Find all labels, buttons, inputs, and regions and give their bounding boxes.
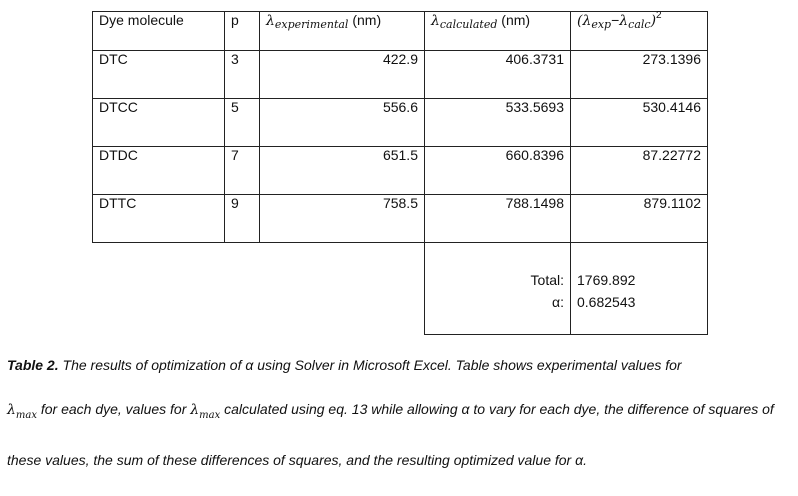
lambda-max-symbol	[190, 402, 221, 421]
minus-sign: −	[611, 12, 620, 28]
cell-dye: DTTC	[93, 195, 225, 243]
totals-labels	[425, 243, 571, 335]
alpha-label: α:	[552, 294, 564, 310]
cell-experimental: 422.9	[260, 51, 425, 99]
close-paren: )	[650, 13, 657, 29]
cell-dye: DTC	[93, 51, 225, 99]
lambda-max-symbol	[7, 402, 37, 421]
cell-p: 9	[225, 195, 260, 243]
blank-cell	[260, 243, 425, 335]
cell-squared-difference: 273.1396	[571, 51, 708, 99]
cell-experimental: 758.5	[260, 195, 425, 243]
alpha-value: 0.682543	[577, 294, 636, 310]
cell-p: 5	[225, 99, 260, 147]
cell-calculated: 660.8396	[425, 147, 571, 195]
cell-squared-difference: 530.4146	[571, 99, 708, 147]
table-header-row	[93, 12, 708, 51]
table-caption	[7, 343, 797, 482]
max-subscript: max	[199, 409, 221, 421]
lambda-symbol: λ	[619, 13, 629, 29]
header-lambda-calculated	[425, 12, 571, 51]
lambda-symbol: λ	[431, 13, 440, 29]
blank-cell	[225, 243, 260, 335]
cell-squared-difference: 879.1102	[571, 195, 708, 243]
square-exponent: 2	[656, 10, 662, 21]
lambda-symbol: λ	[266, 13, 275, 29]
cell-calculated: 406.3731	[425, 51, 571, 99]
max-subscript: max	[15, 409, 37, 421]
cell-p: 7	[225, 147, 260, 195]
table-row	[93, 99, 708, 147]
blank-cell	[93, 243, 225, 335]
lambda-glyph: λ	[7, 402, 16, 418]
caption-text-3: calculated using eq. 13 while allowing α to vary for each dye, the difference of squares of these values, the sum of these differences of squares, and the resulting optimized value for α.	[7, 401, 774, 468]
table-row	[93, 147, 708, 195]
table-row	[93, 195, 708, 243]
header-p-label: p	[231, 12, 239, 28]
total-value: 1769.892	[577, 272, 636, 288]
header-dye-label: Dye molecule	[99, 12, 184, 28]
cell-dye: DTCC	[93, 99, 225, 147]
unit-label: (nm)	[352, 12, 382, 28]
cell-dye: DTDC	[93, 147, 225, 195]
header-squared-difference	[571, 12, 708, 51]
caption-label: Table 2.	[7, 357, 59, 373]
experimental-subscript: experimental	[274, 18, 349, 31]
exp-subscript: exp	[591, 18, 612, 31]
header-dye-molecule	[93, 12, 225, 51]
caption-text-2: for each dye, values for	[36, 401, 191, 417]
cell-p: 3	[225, 51, 260, 99]
caption-text-1: The results of optimization of α using Solver in Microsoft Excel. Table shows experimental values for	[58, 357, 682, 373]
cell-calculated: 533.5693	[425, 99, 571, 147]
header-lambda-experimental	[260, 12, 425, 51]
cell-squared-difference: 87.22772	[571, 147, 708, 195]
total-label: Total:	[530, 272, 564, 288]
open-paren: (	[577, 13, 583, 29]
cell-experimental: 556.6	[260, 99, 425, 147]
table-row	[93, 51, 708, 99]
calculated-subscript: calculated	[439, 18, 498, 31]
unit-label: (nm)	[501, 12, 531, 28]
totals-row	[93, 243, 708, 335]
results-table	[92, 11, 708, 335]
lambda-symbol: λ	[582, 13, 592, 29]
calc-subscript: calc	[628, 18, 651, 31]
lambda-glyph: λ	[190, 402, 200, 418]
header-p	[225, 12, 260, 51]
cell-experimental: 651.5	[260, 147, 425, 195]
cell-calculated: 788.1498	[425, 195, 571, 243]
totals-values	[571, 243, 708, 335]
